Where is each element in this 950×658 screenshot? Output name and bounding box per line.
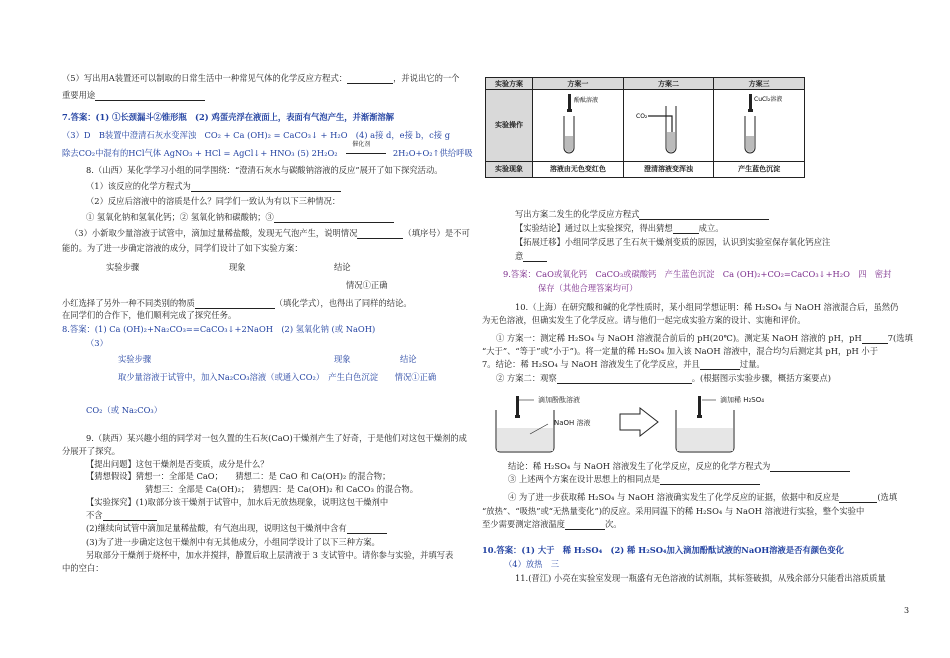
q9-hypothesis2: 猜想三：全部是 Ca(OH)₂； 猜想四：是 Ca(OH)₂ 和 CaCO₃ 的混合物。	[145, 484, 419, 494]
answer-8-row: 取少量溶液于试管中，加入Na₂CO₃溶液（或通入CO₂） 产生白色沉淀 情况①正确	[118, 372, 437, 382]
q7-part5-line: （5）写出用A装置还可以制取的日常生活中一种常见气体的化学反应方程式： ，并说出它的一个	[62, 73, 460, 83]
q9-exp3-cont2: 中的空白：	[62, 563, 104, 573]
q10-conclusion: 结论：稀 H₂SO₄ 与 NaOH 溶液发生了化学反应，反应的化学方程式为	[508, 461, 850, 472]
answer-9-line1: 9.答案：CaO或氧化钙 CaCO₃或碳酸钙 产生蓝色沉淀 Ca (OH)₂+CO₂=CaCO₃↓+H₂O 四 密封	[503, 269, 892, 279]
result-cell: 产生蓝色沉淀	[714, 161, 805, 177]
answer-8-line3: CO₂（或 Na₂CO₃）	[86, 405, 163, 415]
scheme1-figure	[533, 90, 624, 161]
answer-7-line1: 7.答案：(1) ①长颈漏斗②锥形瓶 (2) 鸡蛋壳浮在液面上，表面有气泡产生，并渐渐溶解	[62, 112, 395, 122]
answer-blank[interactable]	[357, 229, 403, 239]
answer-blank[interactable]	[103, 511, 157, 521]
answer-8-line1: 8.答案：(1) Ca (OH)₂+Na₂CO₃==CaCO₃↓+2NaOH (2) 氢氧化钠 (或 NaOH)	[62, 324, 376, 334]
q8-part2: （2）反应后溶液中的溶质是什么？同学们一致认为有以下三种情况：	[86, 196, 341, 206]
q9-exp3: (3)为了进一步确定这包干燥剂中有无其他成分，小组同学设计了以下三种方案。	[86, 537, 380, 547]
q9-extension-cont: 意	[515, 251, 547, 262]
table-header: 方案二	[623, 78, 714, 90]
q9-conclusion: 【实验结论】通过以上实验探究，得出猜想 成立。	[515, 223, 724, 233]
answer-blank[interactable]	[839, 493, 877, 503]
answer-10-line2: （4）放热 三	[504, 559, 560, 569]
q9-exp3-cont: 另取部分干燥剂于烧杯中，加水并搅拌，静置后取上层清液于 3 支试管中。请你参与实验，并填写表	[86, 550, 454, 560]
q8-part3: （3）小新取少量溶液于试管中，滴加过量稀盐酸，发现无气泡产生，说明情况 （填序号）是不可	[70, 228, 470, 238]
q10-plan1-cont: “大于”、“等于”或“小于”)。将一定量的稀 H₂SO₄ 加入该 NaOH 溶液中，混合均匀后测定其 pH，pH 小于	[482, 346, 879, 356]
answer-8-header-conclusion: 结论	[400, 354, 417, 364]
q8-cases: ① 氢氧化钠和氢氧化钙；② 氢氧化钠和碳酸钠；③	[86, 212, 394, 223]
q8-finish: 在同学们的合作下，他们顺利完成了探究任务。	[62, 310, 237, 320]
answer-blank[interactable]	[862, 334, 888, 344]
figure-label-phenolphthalein: 滴加酚酞溶液	[538, 396, 580, 404]
q10-plan4-cont: “放热”、“吸热”或“无热量变化”)的反应。采用同温下的稀 H₂SO₄ 与 NaOH 溶液进行实验，整个实验中	[482, 506, 865, 516]
q10-title-cont: 为无色溶液，但确实发生了化学反应。请与他们一起完成实验方案的设计、实施和评价。	[482, 315, 806, 325]
q7-use-line: 重要用途	[62, 90, 205, 101]
q8-part3-cont: 能的。为了进一步确定溶液的成分，同学们设计了如下实验方案：	[62, 243, 303, 253]
scheme3-figure	[714, 90, 805, 161]
answer-blank[interactable]	[673, 224, 699, 234]
q9-title-cont: 分展开了探究。	[62, 446, 121, 456]
row-label-operation: 实验操作	[486, 90, 533, 161]
q9-exp1: 【实验探究】(1)取部分该干燥剂于试管中，加水后无放热现象，说明这包干燥剂中	[86, 497, 389, 507]
answer-blank[interactable]	[347, 74, 393, 84]
q11-title: 11.(晋江) 小亮在实验室发现一瓶盛有无色溶液的试剂瓶，其标签破损，从残余部分只能看出溶质质量	[515, 573, 886, 583]
q8-table-header-conclusion: 结论	[334, 262, 351, 272]
page-number: 3	[904, 606, 910, 615]
q10-plan1-cont2: 7。结论：稀 H₂SO₄ 与 NaOH 溶液发生了化学反应，并且 过量。	[482, 359, 765, 369]
q9-scheme2-eq: 写出方案二发生的化学反应方程式	[515, 209, 769, 220]
result-cell: 澄清溶液变浑浊	[623, 161, 714, 177]
answer-7-line3: 除去CO₂中混有的HCl气体 AgNO₃ + HCl = AgCl↓+ HNO₃ (5) 2H₂O₂ 催化剂 2H₂O+O₂↑供给呼吸	[62, 141, 473, 158]
q8-part1: （1）该反应的化学方程式为	[86, 181, 341, 192]
q10-figure	[490, 392, 810, 456]
result-cell: 溶液由无色变红色	[533, 161, 624, 177]
answer-blank[interactable]	[523, 252, 547, 262]
q9-question: 【提出问题】这包干燥剂是否变质，成分是什么？	[86, 459, 269, 469]
q9-exp1-cont: 不含	[86, 510, 157, 521]
q8-alt-substance: 小红选择了另外一种不同类别的物质 （填化学式），也得出了同样的结论。	[62, 298, 412, 308]
catalyst-label: 催化剂	[352, 141, 371, 148]
q10-title: 10.（上海）在研究酸和碱的化学性质时，某小组同学想证明：稀 H₂SO₄ 与 NaOH 溶液混合后，虽然仍	[515, 302, 899, 312]
q8-title: 8.（山西）某化学学习小组的同学围绕：“澄清石灰水与碳酸钠溶液的反应”展开了如下探究活动。	[86, 165, 443, 175]
answer-blank[interactable]	[95, 91, 205, 101]
row-label-phenomenon: 实验现象	[486, 161, 533, 177]
q9-hypothesis1: 【猜想假设】猜想一：全部是 CaO； 猜想二：是 CaO 和 Ca(OH)₂ 的混合物；	[86, 471, 391, 481]
answer-blank[interactable]	[347, 524, 387, 534]
q9-title: 9.（陕西）某兴趣小组的同学对一包久置的生石灰(CaO)干燥剂产生了好奇，于是他们对这包干燥剂的成	[86, 433, 467, 443]
answer-blank[interactable]	[565, 520, 605, 530]
q10-plan4: ④ 为了进一步获取稀 H₂SO₄ 与 NaOH 溶液确实发生了化学反应的证据，依据中和反应是 (选填	[508, 492, 898, 502]
answer-blank[interactable]	[274, 213, 394, 223]
figure-label-h2so4: 滴加稀 H₂SO₄	[720, 396, 765, 404]
q8-table-header-step: 实验步骤	[106, 262, 140, 272]
q9-exp2: (2)继续向试管中滴加足量稀盐酸，有气泡出现，说明这包干燥剂中含有	[86, 523, 387, 534]
scheme2-figure	[623, 90, 714, 161]
reaction-arrow	[346, 153, 386, 154]
q8-table-header-phenomenon: 现象	[229, 262, 246, 272]
answer-blank[interactable]	[700, 360, 740, 370]
reagent-label: CuCl₂溶液	[754, 96, 783, 104]
q10-plan3: ③ 上述两个方案在设计思想上的相同点是	[508, 474, 760, 485]
q10-plan2: ② 方案二：观察 。(根据图示实验步骤，概括方案要点)	[496, 373, 831, 383]
reagent-label: 酚酞溶液	[573, 97, 598, 105]
answer-9-line2: 保存（其他合理答案均可）	[538, 283, 638, 293]
q10-plan4-cont2: 至少需要测定溶液温度 次。	[482, 519, 622, 529]
answer-8-line2: （3）	[86, 338, 108, 348]
experiment-table	[485, 77, 805, 178]
table-header: 实验方案	[486, 78, 533, 90]
table-header: 方案一	[533, 78, 624, 90]
answer-blank[interactable]	[660, 475, 760, 485]
q9-extension: 【拓展迁移】小组同学反思了生石灰干燥剂变质的原因，认识到实验室保存氧化钙应注	[515, 237, 831, 247]
reagent-label: CO₂	[636, 113, 648, 121]
answer-blank[interactable]	[639, 210, 769, 220]
answer-10-line1: 10.答案：(1) 大于 稀 H₂SO₄ (2) 稀 H₂SO₄加入滴加酚酞试液的NaOH溶液是否有颜色变化	[482, 545, 844, 555]
answer-8-header-phenomenon: 现象	[334, 354, 351, 364]
answer-blank[interactable]	[770, 462, 850, 472]
answer-blank[interactable]	[191, 182, 341, 192]
q10-plan1: ① 方案一：测定稀 H₂SO₄ 与 NaOH 溶液混合前后的 pH(20℃)。测定某 NaOH 溶液的 pH，pH 7(选填	[496, 333, 913, 343]
answer-7-line2: （3）D B装置中澄清石灰水变浑浊 CO₂ + Ca (OH)₂ = CaCO₃↓ + H₂O (4) a接 d，e接 b，c接 g	[62, 130, 451, 140]
figure-label-naoh: NaOH 溶液	[554, 419, 591, 427]
answer-blank[interactable]	[557, 374, 692, 384]
answer-8-header-step: 实验步骤	[118, 354, 152, 364]
q8-table-conclusion: 情况①正确	[346, 280, 388, 290]
answer-blank[interactable]	[195, 299, 275, 309]
table-header: 方案三	[714, 78, 805, 90]
